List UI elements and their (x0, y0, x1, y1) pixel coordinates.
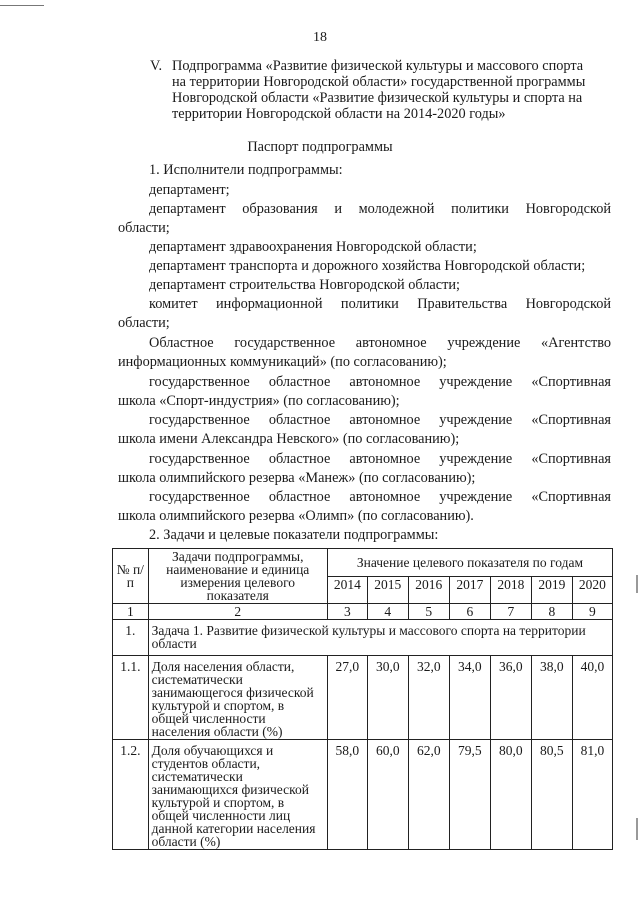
scan-artifact (636, 818, 638, 840)
executor-item: государственное областное автономное учреждение «Спортивная школа олимпийского резерва «Манеж» (по согласованию); (118, 451, 611, 486)
section-heading (150, 58, 620, 122)
year-header: 2020 (572, 576, 612, 604)
year-header: 2017 (449, 576, 490, 604)
index-cell: 5 (408, 604, 449, 620)
executor-item: государственное областное автономное учреждение «Спортивная школа олимпийского резерва «Олимп» (по согласованию). (118, 489, 611, 524)
page-number: 18 (313, 30, 327, 45)
table-row (113, 740, 613, 850)
year-header: 2018 (490, 576, 531, 604)
heading-line: Подпрограмма «Развитие физической культуры и массового спорта (172, 58, 584, 74)
index-cell: 2 (148, 604, 327, 620)
index-cell: 7 (490, 604, 531, 620)
section2-title: 2. Задачи и целевые показатели подпрограммы: (149, 527, 439, 543)
col-header-values: Значение целевого показателя по годам (327, 549, 612, 577)
value-cell: 32,0 (408, 656, 449, 740)
col-header-num: № п/п (113, 549, 149, 604)
value-cell: 40,0 (572, 656, 612, 740)
table-header-row (113, 549, 613, 577)
indicator-name: Доля населения области, систематически занимающегося физической культурой и спортом, в общей численности населения области (%) (148, 656, 327, 740)
executor-item: департамент образования и молодежной политики Новгородской области; (118, 201, 611, 236)
value-cell: 80,0 (490, 740, 531, 850)
year-header: 2014 (327, 576, 367, 604)
heading-text (172, 58, 620, 122)
value-cell: 34,0 (449, 656, 490, 740)
index-cell: 4 (367, 604, 408, 620)
index-cell: 3 (327, 604, 367, 620)
index-cell: 9 (572, 604, 612, 620)
row-num: 1.2. (113, 740, 149, 850)
col-header-task: Задачи подпрограммы, наименование и единица измерения целевого показателя (148, 549, 327, 604)
heading-line: на территории Новгородской области» государственной программы (172, 74, 586, 90)
scan-artifact (0, 0, 44, 6)
value-cell: 60,0 (367, 740, 408, 850)
index-cell: 1 (113, 604, 149, 620)
value-cell: 62,0 (408, 740, 449, 850)
executor-item: департамент транспорта и дорожного хозяйства Новгородской области; (149, 258, 586, 274)
task-num: 1. (113, 620, 149, 656)
indicator-name: Доля обучающихся и студентов области, систематически занимающихся физической культурой и спортом, в общей численности лиц данной категории населения области (%) (148, 740, 327, 850)
value-cell: 27,0 (327, 656, 367, 740)
executor-item: департамент; (149, 182, 230, 198)
value-cell: 80,5 (531, 740, 572, 850)
year-header: 2015 (367, 576, 408, 604)
index-cell: 8 (531, 604, 572, 620)
value-cell: 36,0 (490, 656, 531, 740)
value-cell: 81,0 (572, 740, 612, 850)
executor-item: департамент здравоохранения Новгородской области; (149, 239, 477, 255)
passport-title: Паспорт подпрограммы (247, 139, 393, 155)
year-header: 2016 (408, 576, 449, 604)
executor-item: государственное областное автономное учреждение «Спортивная школа имени Александра Невского» (по согласованию); (118, 412, 611, 447)
task-row (113, 620, 613, 656)
index-cell: 6 (449, 604, 490, 620)
heading-number: V. (150, 58, 163, 74)
executor-item: Областное государственное автономное учреждение «Агентство информационных коммуникаций» (по согласованию); (118, 335, 611, 370)
scan-artifact (636, 575, 638, 593)
heading-line: Новгородской области «Развитие физической культуры и спорта на (172, 90, 583, 106)
table-index-row (113, 604, 613, 620)
executor-item: государственное областное автономное учреждение «Спортивная школа «Спорт-индустрия» (по согласованию); (118, 374, 611, 409)
executor-item: комитет информационной политики Правительства Новгородской области; (118, 296, 611, 331)
heading-line: территории Новгородской области на 2014-2020 годы» (172, 106, 506, 122)
table-row (113, 656, 613, 740)
task-text: Задача 1. Развитие физической культуры и массового спорта на территории области (148, 620, 612, 656)
value-cell: 58,0 (327, 740, 367, 850)
row-num: 1.1. (113, 656, 149, 740)
value-cell: 79,5 (449, 740, 490, 850)
year-header: 2019 (531, 576, 572, 604)
value-cell: 38,0 (531, 656, 572, 740)
section1-title: 1. Исполнители подпрограммы: (149, 162, 343, 178)
value-cell: 30,0 (367, 656, 408, 740)
targets-table (112, 548, 613, 850)
executor-item: департамент строительства Новгородской области; (149, 277, 460, 293)
